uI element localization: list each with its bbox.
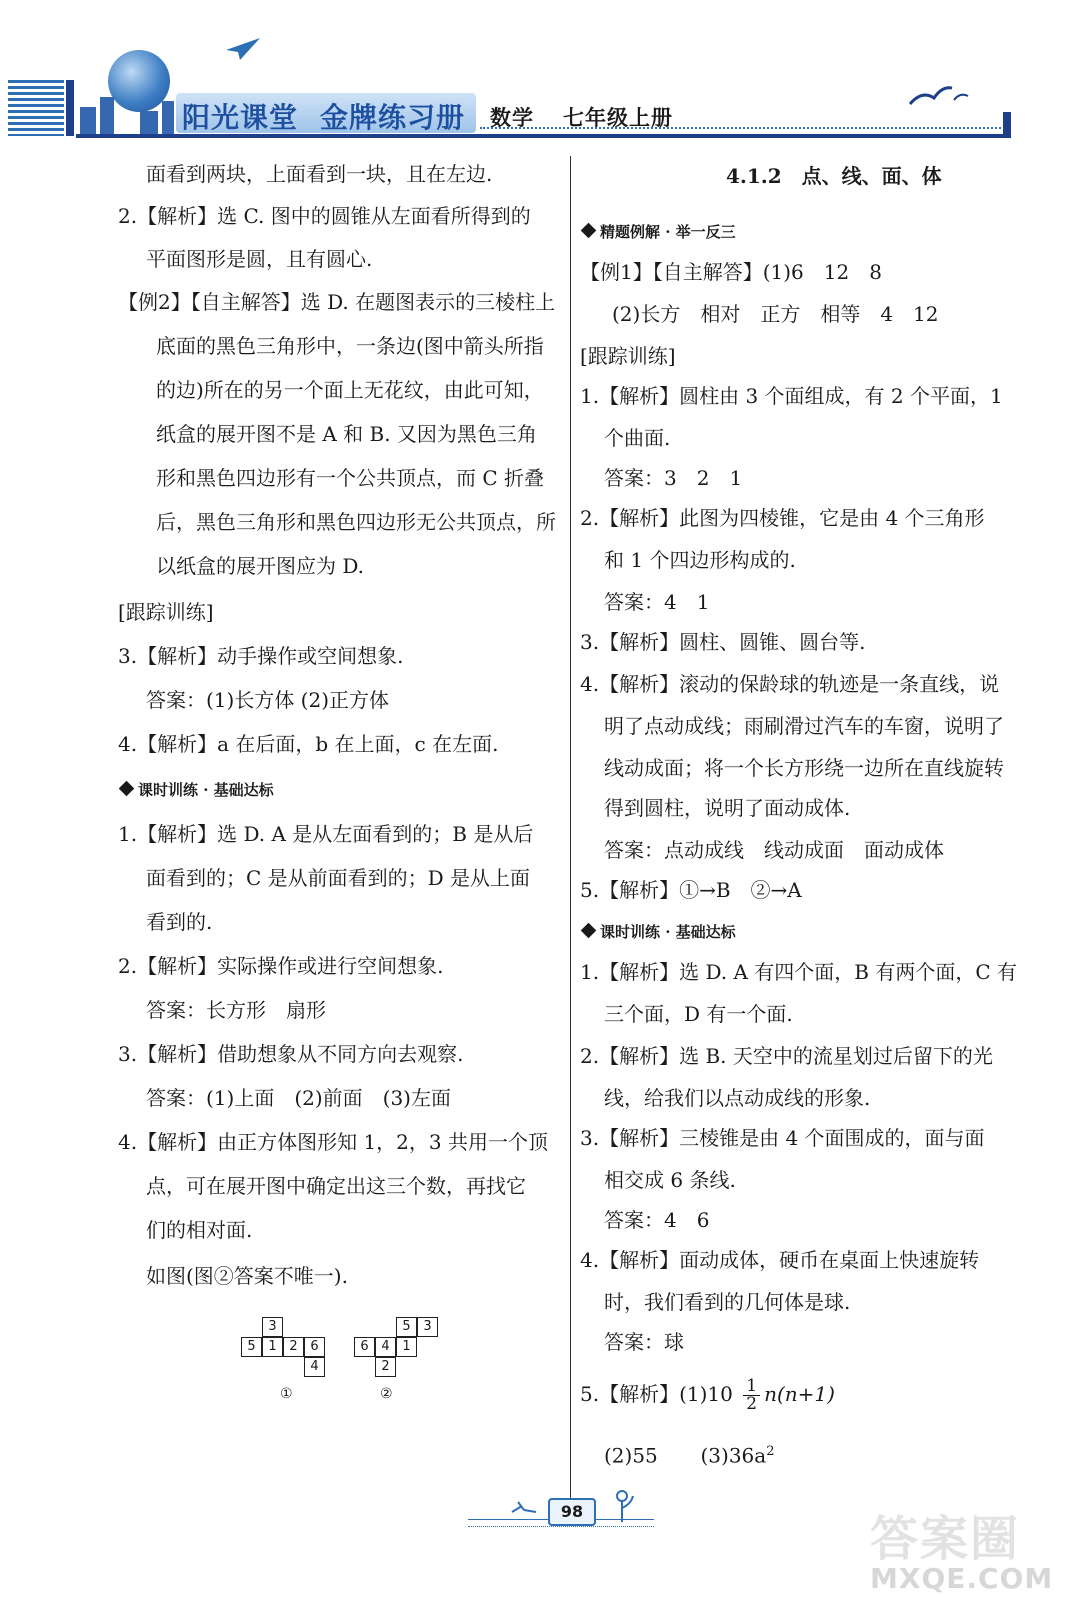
text-line: 点，可在展开图中确定出这三个数，再找它 <box>146 1174 526 1198</box>
fraction-denominator: 2 <box>746 1394 758 1414</box>
section-heading-text: 精题例解 · 举一反三 <box>600 223 736 241</box>
section-title: 4.1.2 点、线、面、体 <box>726 164 942 188</box>
header-rule <box>76 134 1006 138</box>
section-heading-text: 课时训练 · 基础达标 <box>600 923 736 941</box>
net1-cell: 6 <box>304 1337 325 1357</box>
fraction <box>743 1378 760 1413</box>
formula-part-a: (2)55 <box>604 1443 658 1468</box>
net2-cell: 4 <box>375 1337 396 1357</box>
net2-cell: 3 <box>417 1317 438 1337</box>
text-line: 底面的黑色三角形中，一条边(图中箭头所指 <box>156 334 544 358</box>
net1-cell: 3 <box>262 1317 283 1337</box>
answer-line: 答案：球 <box>604 1330 684 1354</box>
diamond-icon <box>581 223 597 239</box>
birds-icon <box>908 84 972 110</box>
text-line: 后，黑色三角形和黑色四边形无公共顶点，所 <box>156 510 556 534</box>
net2-cell: 5 <box>396 1317 417 1337</box>
answer-line: 答案：3 2 1 <box>604 466 743 490</box>
text-line: 2.【解析】选 B. 天空中的流星划过后留下的光 <box>580 1044 993 1068</box>
footer-dotted-rule <box>468 1526 654 1527</box>
brand-title-b: 金牌练习册 <box>320 101 466 134</box>
text-line: 3.【解析】圆柱、圆锥、圆台等. <box>580 630 866 654</box>
text-line: 时，我们看到的几何体是球. <box>604 1290 851 1314</box>
text-line: 面看到的；C 是从前面看到的；D 是从上面 <box>146 866 531 890</box>
text-line: 2.【解析】选 C. 图中的圆锥从左面看所得到的 <box>118 204 531 228</box>
text-line: 3.【解析】借助想象从不同方向去观察. <box>118 1042 464 1066</box>
text-line: 3.【解析】动手操作或空间想象. <box>118 644 404 668</box>
text-line: 纸盒的展开图不是 A 和 B. 又因为黑色三角 <box>156 422 537 446</box>
text-line: 1.【解析】选 D. A 是从左面看到的；B 是从后 <box>118 822 534 846</box>
text-line: 形和黑色四边形有一个公共顶点，而 C 折叠 <box>156 466 545 490</box>
text-line: 面看到两块，上面看到一块，且在左边. <box>146 162 493 186</box>
text-line: 5.【解析】①→B ②→A <box>580 878 802 902</box>
net2-cell: 1 <box>396 1337 417 1357</box>
section-heading-text: 课时训练 · 基础达标 <box>138 781 274 799</box>
text-line: 2.【解析】实际操作或进行空间想象. <box>118 954 444 978</box>
net2-cell: 2 <box>375 1357 396 1377</box>
text-line: 如图(图②答案不唯一). <box>146 1264 348 1288</box>
text-line: 4.【解析】由正方体图形知 1，2，3 共用一个顶 <box>118 1130 548 1154</box>
section-label: [跟踪训练] <box>580 344 676 368</box>
text-line: 以纸盒的展开图应为 D. <box>156 554 365 578</box>
text-line: 和 1 个四边形构成的. <box>604 548 796 572</box>
text-line: 4.【解析】a 在后面，b 在上面，c 在左面. <box>118 732 499 756</box>
fraction-numerator: 1 <box>743 1378 760 1396</box>
text-line: 4.【解析】面动成体，硬币在桌面上快速旋转 <box>580 1248 980 1272</box>
formula-suffix: n(n+1) <box>764 1382 835 1406</box>
watermark-url: MXQE.COM <box>870 1562 1054 1595</box>
text-line: 看到的. <box>146 910 213 934</box>
text-line: 相交成 6 条线. <box>604 1168 736 1192</box>
net2-cell: 6 <box>354 1337 375 1357</box>
text-line: 们的相对面. <box>146 1218 253 1242</box>
text-line: 明了点动成线；雨刷滑过汽车的车窗，说明了 <box>604 714 1004 738</box>
text-line: 1.【解析】圆柱由 3 个面组成，有 2 个平面，1 <box>580 384 1003 408</box>
text-line: 三个面，D 有一个面. <box>604 1002 793 1026</box>
insect-icon <box>510 1498 540 1518</box>
header-stripes <box>8 80 64 136</box>
formula-line <box>580 1378 835 1413</box>
answer-line: 答案：点动成线 线动成面 面动成体 <box>604 838 944 862</box>
text-line: 得到圆柱，说明了面动成体. <box>604 796 851 820</box>
figure-label-1: ① <box>280 1386 293 1402</box>
text-line: 4.【解析】滚动的保龄球的轨迹是一条直线，说 <box>580 672 1000 696</box>
text-line: 线，给我们以点动成线的形象. <box>604 1086 871 1110</box>
text-line: (2)长方 相对 正方 相等 4 12 <box>612 302 939 326</box>
diamond-icon <box>119 781 135 797</box>
net1-cell: 1 <box>262 1337 283 1357</box>
subject-label: 数学 <box>490 105 534 130</box>
text-line: 线动成面；将一个长方形绕一边所在直线旋转 <box>604 756 1004 780</box>
text-line: 2.【解析】此图为四棱锥，它是由 4 个三角形 <box>580 506 985 530</box>
text-line: 的边)所在的另一个面上无花纹，由此可知， <box>156 378 544 402</box>
figure-label-2: ② <box>380 1386 393 1402</box>
answer-line: 答案：4 1 <box>604 590 710 614</box>
text-line: 【例1】【自主解答】(1)6 12 8 <box>580 260 882 284</box>
brand-title-a: 阳光课堂 <box>182 101 299 134</box>
text-line: 平面图形是圆，且有圆心. <box>146 247 373 271</box>
answer-line: 答案：长方形 扇形 <box>146 998 326 1022</box>
city-skyline-icon <box>80 95 190 137</box>
diamond-icon <box>581 923 597 939</box>
header-bar <box>66 80 74 136</box>
header-end-mark <box>1003 112 1011 138</box>
grade-label: 七年级上册 <box>563 105 673 130</box>
cube-net-figures <box>236 1312 446 1412</box>
formula-exponent: 2 <box>766 1444 775 1459</box>
paper-plane-icon <box>226 38 260 60</box>
net1-cell: 4 <box>304 1357 325 1377</box>
section-label: [跟踪训练] <box>118 600 214 624</box>
answer-line: 答案：4 6 <box>604 1208 710 1232</box>
formula-line-2 <box>604 1438 774 1470</box>
net1-cell: 2 <box>283 1337 304 1357</box>
formula-prefix: 5.【解析】(1)10 <box>580 1382 733 1406</box>
answer-line: 答案：(1)长方体 (2)正方体 <box>146 688 390 712</box>
text-line: 1.【解析】选 D. A 有四个面，B 有两个面，C 有 <box>580 960 1017 984</box>
text-line: 个曲面. <box>604 426 671 450</box>
net1-cell: 5 <box>241 1337 262 1357</box>
header-dotted-rule <box>480 127 1005 129</box>
text-line: 3.【解析】三棱锥是由 4 个面围成的，面与面 <box>580 1126 985 1150</box>
page-number: 98 <box>548 1498 596 1526</box>
section-heading <box>580 922 736 942</box>
text-line: 【例2】【自主解答】选 D. 在题图表示的三棱柱上 <box>118 290 556 314</box>
column-divider <box>570 156 571 1500</box>
page-header <box>0 0 1066 150</box>
watermark-logo: 答案圈 <box>870 1511 1021 1567</box>
formula-part-b: (3)36a <box>700 1443 767 1468</box>
section-heading <box>118 780 274 800</box>
flower-icon <box>607 1486 637 1522</box>
section-heading <box>580 222 736 242</box>
answer-line: 答案：(1)上面 (2)前面 (3)左面 <box>146 1086 451 1110</box>
